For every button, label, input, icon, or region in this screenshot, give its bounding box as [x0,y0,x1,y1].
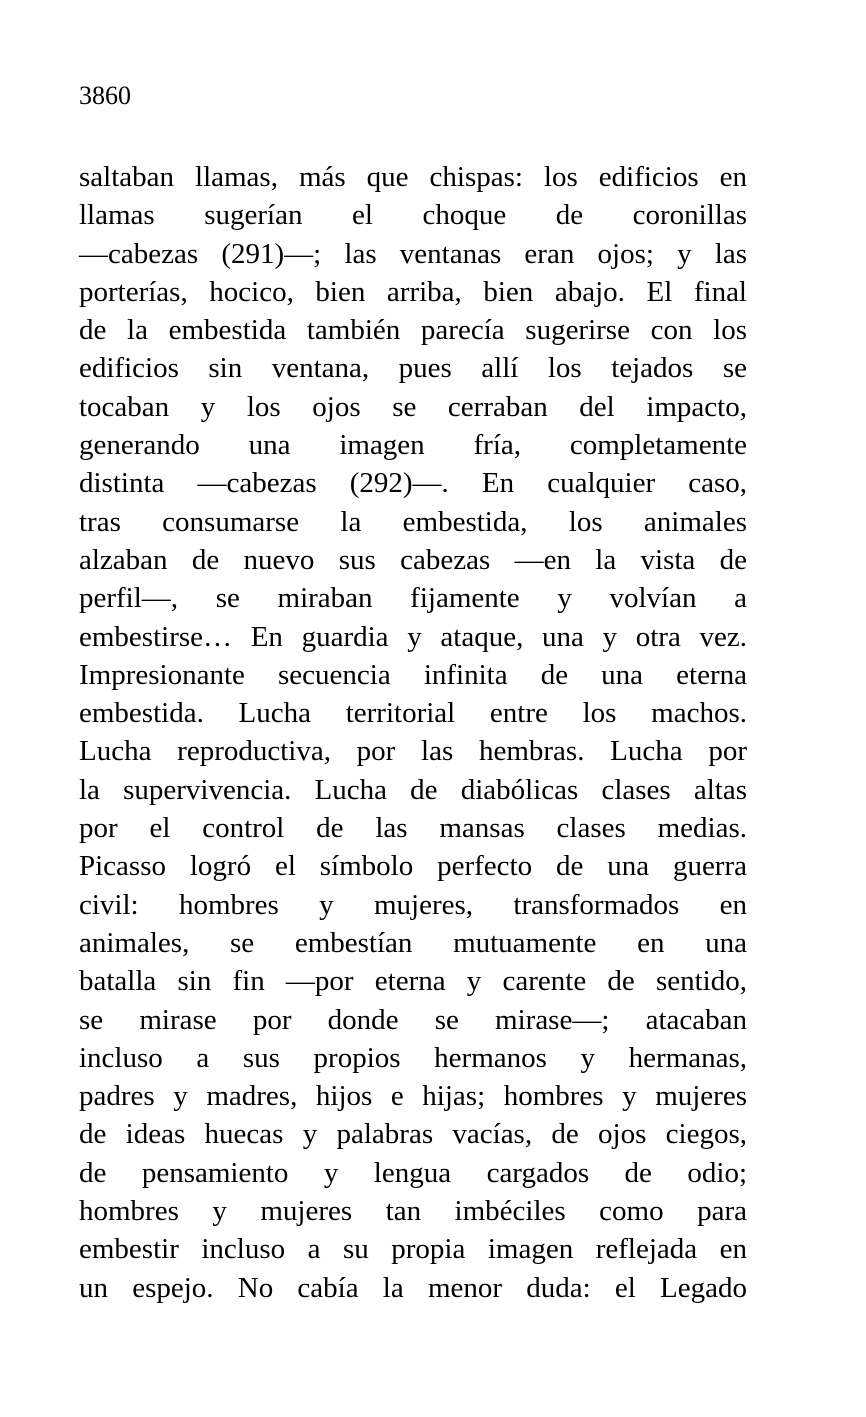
text-line: tocaban y los ojos se cerraban del impacto, [79,390,747,423]
text-line: animales, se embestían mutuamente en una [79,926,747,959]
text-line: llamas sugerían el choque de coronillas [79,199,747,232]
text-line: se mirase por donde se mirase—; atacaban [79,1003,747,1036]
text-line: generando una imagen fría, completamente [79,429,747,462]
text-line: distinta —cabezas (292)—. En cualquier caso, [79,467,747,500]
text-line: padres y madres, hijos e hijas; hombres y mujeres [79,1080,747,1113]
text-line: edificios sin ventana, pues allí los tejados se [79,352,747,385]
text-line: batalla sin fin —por eterna y carente de sentido, [79,965,747,998]
text-line: tras consumarse la embestida, los animales [79,505,747,538]
text-line: embestida. Lucha territorial entre los machos. [79,697,747,730]
page-number: 3860 [79,81,131,110]
text-line: Picasso logró el símbolo perfecto de una guerra [79,850,747,883]
text-line: civil: hombres y mujeres, transformados en [79,888,747,921]
text-line: saltaban llamas, más que chispas: los edificios en [79,161,747,193]
text-line: la supervivencia. Lucha de diabólicas clases altas [79,773,747,806]
text-line: —cabezas (291)—; las ventanas eran ojos; y las [79,237,747,270]
text-line: un espejo. No cabía la menor duda: el Legado [79,1271,747,1304]
text-line: de la embestida también parecía sugerirse con los [79,314,747,347]
text-line: de pensamiento y lengua cargados de odio; [79,1156,747,1189]
text-line: incluso a sus propios hermanos y hermanas, [79,1041,747,1074]
text-line: Impresionante secuencia infinita de una eterna [79,658,747,691]
text-line: perfil—, se miraban fijamente y volvían a [79,582,747,615]
text-line: por el control de las mansas clases medias. [79,812,747,845]
text-line: embestirse… En guardia y ataque, una y otra vez. [79,620,747,653]
text-line: hombres y mujeres tan imbéciles como para [79,1195,747,1228]
text-line: embestir incluso a su propia imagen reflejada en [79,1233,747,1266]
text-line: de ideas huecas y palabras vacías, de ojos ciegos, [79,1118,747,1151]
text-line: porterías, hocico, bien arriba, bien abajo. El final [79,275,747,308]
text-line: Lucha reproductiva, por las hembras. Lucha por [79,735,747,768]
body-paragraph [79,158,747,1307]
text-line: alzaban de nuevo sus cabezas —en la vista de [79,543,747,576]
